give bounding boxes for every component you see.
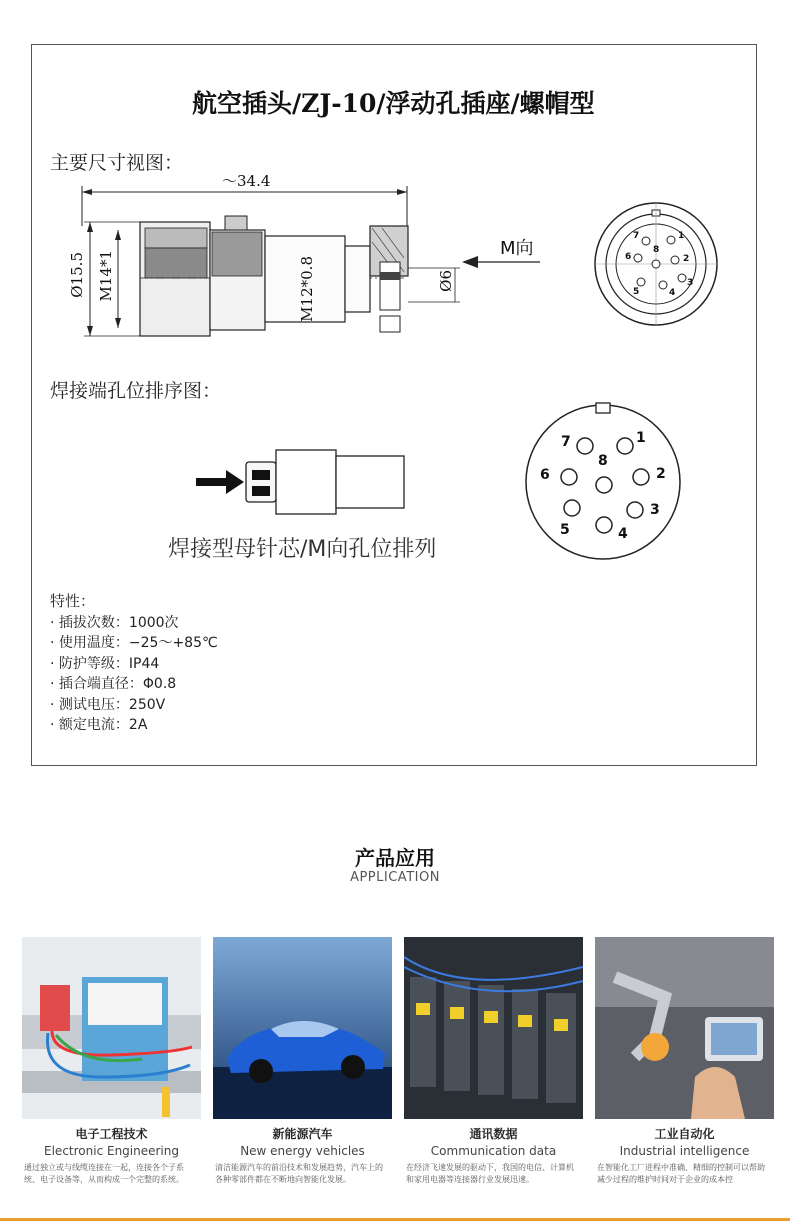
new-energy-vehicle-image: [213, 937, 392, 1119]
length-dimension: ～34.4: [222, 172, 271, 190]
pin-layout-caption: 焊接型母针芯/M向孔位排列: [168, 537, 437, 562]
front-pin-5: 5: [633, 287, 640, 297]
pin-5-label: 5: [560, 522, 570, 538]
feature-item: · 测试电压：250V: [50, 696, 166, 713]
pin-7-label: 7: [561, 434, 571, 450]
features-list: [50, 591, 218, 736]
card-title: 电子工程技术: [75, 1127, 148, 1141]
industrial-automation-image: [595, 937, 774, 1119]
diameter-6-dimension: Ø6: [437, 270, 455, 292]
application-subtitle: APPLICATION: [350, 870, 440, 885]
card-description: 通过独立或与线缆连接在一起，连接各个子系统、电子设备等，从而构成一个完整的系统。: [24, 1163, 184, 1184]
feature-item: · 插合端直径：Φ0.8: [50, 676, 177, 692]
card-description: 在智能化工厂进程中准确、精细的控制可以帮助减少过程的维护时间对于企业的成本控: [597, 1163, 765, 1184]
front-pin-6: 6: [625, 252, 632, 262]
front-pin-7: 7: [633, 231, 640, 241]
card-title: 工业自动化: [654, 1127, 715, 1141]
front-pin-4: 4: [669, 288, 676, 298]
outer-diameter-dimension: Ø15.5: [68, 252, 86, 298]
card-title: 通讯数据: [469, 1127, 518, 1141]
thread-m14-dimension: M14*1: [97, 250, 115, 302]
feature-item: · 额定电流：2A: [50, 717, 148, 733]
dimension-drawing: [0, 0, 790, 380]
front-pin-8: 8: [653, 245, 660, 255]
application-title: 产品应用: [355, 846, 435, 870]
card-subtitle: Electronic Engineering: [44, 1144, 179, 1158]
application-card-communication: [404, 937, 583, 1186]
application-card-industrial: [595, 937, 774, 1186]
application-card-vehicles: [213, 937, 392, 1186]
front-pin-2: 2: [683, 254, 690, 264]
electronic-engineering-image: [22, 937, 201, 1119]
application-card-electronic: [22, 937, 201, 1186]
features-heading: 特性：: [50, 592, 96, 610]
front-pin-1: 1: [678, 231, 685, 241]
thread-m12-dimension: M12*0.8: [298, 256, 316, 322]
pin-6-label: 6: [540, 467, 550, 483]
card-subtitle: Communication data: [430, 1144, 557, 1158]
feature-item: · 使用温度：−25～+85℃: [50, 635, 218, 651]
dimension-heading: 主要尺寸视图：: [50, 152, 184, 174]
pin-3-label: 3: [650, 502, 660, 518]
card-subtitle: New energy vehicles: [240, 1144, 365, 1158]
page-title: 航空插头/ZJ-10/浮动孔插座/螺帽型: [192, 89, 595, 118]
card-description: 在经济飞速发展的驱动下，我国的电信、计算机和家用电器等连接器行业发展迅速。: [406, 1163, 574, 1184]
pin-4-label: 4: [618, 526, 628, 542]
pin-8-label: 8: [598, 453, 608, 469]
communication-data-image: [404, 937, 583, 1119]
direction-label: M向: [500, 238, 534, 259]
pin-layout-heading: 焊接端孔位排序图：: [50, 380, 222, 402]
feature-item: · 防护等级：IP44: [50, 655, 160, 672]
pin-1-label: 1: [636, 430, 646, 446]
card-description: 清洁能源汽车的前沿技术和发展趋势，汽车上的各种零部件都在不断地向智能化发展。: [215, 1163, 383, 1184]
pin-2-label: 2: [656, 466, 666, 482]
feature-item: · 插拔次数：1000次: [50, 614, 179, 631]
card-title: 新能源汽车: [272, 1127, 333, 1141]
front-pin-3: 3: [687, 278, 694, 288]
card-subtitle: Industrial intelligence: [619, 1144, 750, 1158]
